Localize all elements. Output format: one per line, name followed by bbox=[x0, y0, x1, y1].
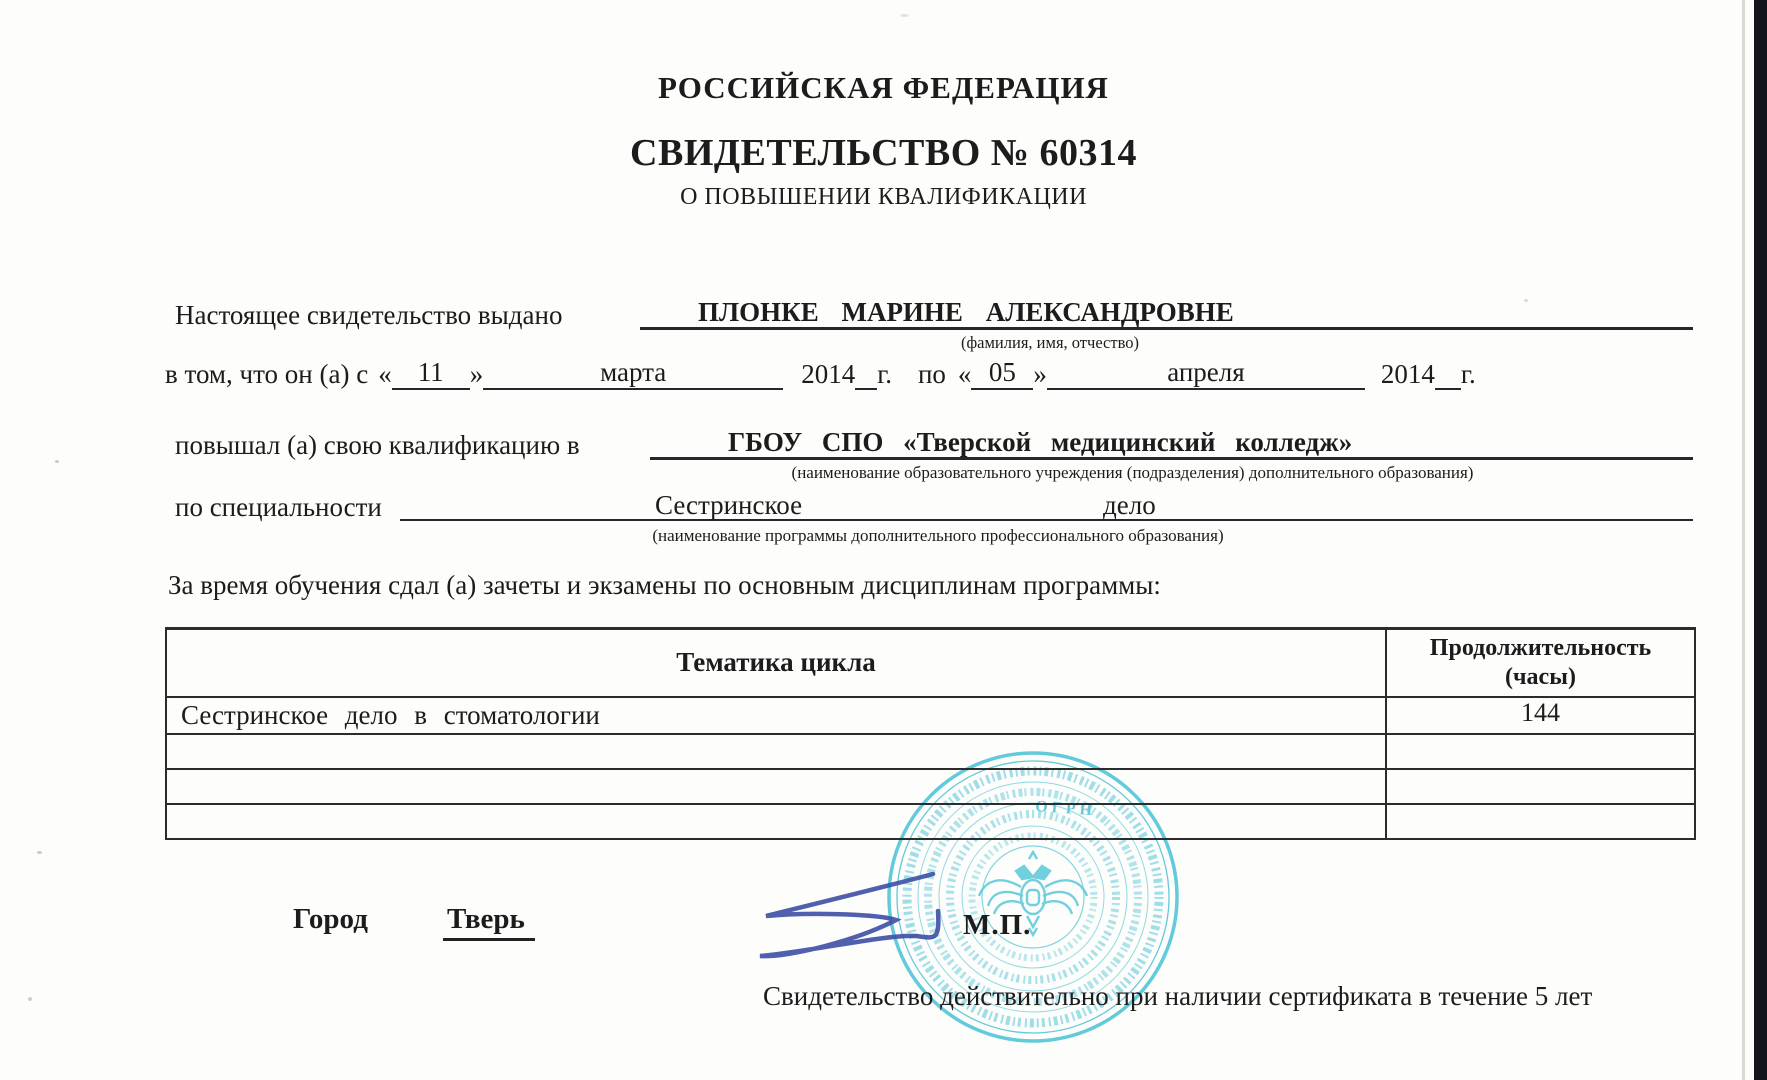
scan-speck bbox=[1524, 299, 1528, 302]
issued-name-caption: (фамилия, имя, отчество) bbox=[960, 333, 1140, 352]
certificate-title: СВИДЕТЕЛЬСТВО № 60314 bbox=[630, 132, 1137, 174]
table-header-row bbox=[166, 629, 1695, 697]
from-year-underscore bbox=[855, 388, 877, 390]
from-year: 2014 bbox=[801, 359, 856, 389]
open-quote-from: « bbox=[378, 359, 392, 389]
signature-graphic bbox=[738, 856, 948, 968]
scan-edge-shadow bbox=[1754, 0, 1767, 1080]
to-year: 2014 bbox=[1380, 359, 1435, 389]
specialty-caption: (наименование программы дополнительного профессионального образования) bbox=[652, 526, 1224, 545]
stamp-place-mark: М.П. bbox=[963, 909, 1032, 941]
issued-name-blank bbox=[640, 297, 1693, 330]
hours-cell bbox=[1386, 769, 1695, 804]
col-hours-header bbox=[1386, 629, 1695, 697]
col-hours-header-line1: Продолжительность bbox=[1429, 634, 1652, 661]
country-header: РОССИЙСКАЯ ФЕДЕРАЦИЯ bbox=[658, 70, 1109, 105]
period-line bbox=[165, 357, 1476, 390]
period-prefix: в том, что он (а) с bbox=[165, 359, 369, 389]
city-label: Город bbox=[293, 903, 368, 935]
period-to-word: по bbox=[917, 359, 946, 389]
topic-cell: Сестринское дело в стоматологии bbox=[166, 697, 1386, 734]
from-year-abbr: г. bbox=[877, 359, 892, 389]
scan-speck bbox=[900, 14, 909, 17]
table-row bbox=[166, 769, 1695, 804]
institution-blank bbox=[650, 427, 1693, 460]
table-row bbox=[166, 804, 1695, 839]
validity-note: Свидетельство действительно при наличии сертификата в течение 5 лет bbox=[763, 981, 1593, 1011]
topic-cell bbox=[166, 769, 1386, 804]
institution-value: ГБОУ СПО «Тверской медицинский колледж» bbox=[728, 427, 1353, 457]
scan-speck bbox=[37, 851, 42, 854]
specialty-blank bbox=[400, 489, 1693, 521]
topic-cell bbox=[166, 734, 1386, 769]
scan-speck bbox=[55, 460, 59, 463]
issued-label: Настоящее свидетельство выдано bbox=[175, 300, 563, 330]
city-value: Тверь bbox=[443, 903, 535, 941]
open-quote-to: « bbox=[957, 359, 972, 389]
disciplines-table bbox=[165, 627, 1696, 840]
close-quote-from: » bbox=[469, 359, 484, 389]
specialty-label: по специальности bbox=[175, 492, 382, 522]
to-month-field: апреля bbox=[1047, 357, 1365, 390]
to-day-field: 05 bbox=[971, 357, 1033, 390]
certificate-subtitle: О ПОВЫШЕНИИ КВАЛИФИКАЦИИ bbox=[680, 184, 1087, 210]
from-day-field: 11 bbox=[392, 357, 470, 390]
to-year-abbr: г. bbox=[1460, 359, 1476, 389]
scan-edge-line bbox=[1742, 0, 1745, 1080]
col-hours-header-line2: (часы) bbox=[1505, 663, 1576, 690]
specialty-value-1: Сестринское bbox=[655, 490, 803, 520]
from-month-field: марта bbox=[483, 357, 783, 390]
hours-cell: 144 bbox=[1386, 697, 1695, 734]
close-quote-to: » bbox=[1033, 359, 1047, 389]
signature-ink bbox=[738, 856, 948, 968]
col-topic-header: Тематика цикла bbox=[166, 629, 1386, 697]
hours-cell bbox=[1386, 804, 1695, 839]
exams-note: За время обучения сдал (а) зачеты и экзамены по основным дисциплинам программы: bbox=[168, 570, 1161, 600]
hours-cell bbox=[1386, 734, 1695, 769]
to-year-underscore bbox=[1435, 388, 1461, 390]
specialty-value-2: дело bbox=[1103, 490, 1156, 520]
institution-label: повышал (а) свою квалификацию в bbox=[175, 430, 580, 460]
issued-name-value: ПЛОНКЕ МАРИНЕ АЛЕКСАНДРОВНЕ bbox=[698, 297, 1234, 327]
table-row bbox=[166, 734, 1695, 769]
institution-caption: (наименование образовательного учреждения (подразделения) дополнительного образования) bbox=[791, 463, 1474, 482]
table-row bbox=[166, 697, 1695, 734]
stamp-ogrn-text: ОГРН bbox=[1034, 798, 1097, 820]
topic-cell bbox=[166, 804, 1386, 839]
scan-speck bbox=[28, 997, 32, 1001]
